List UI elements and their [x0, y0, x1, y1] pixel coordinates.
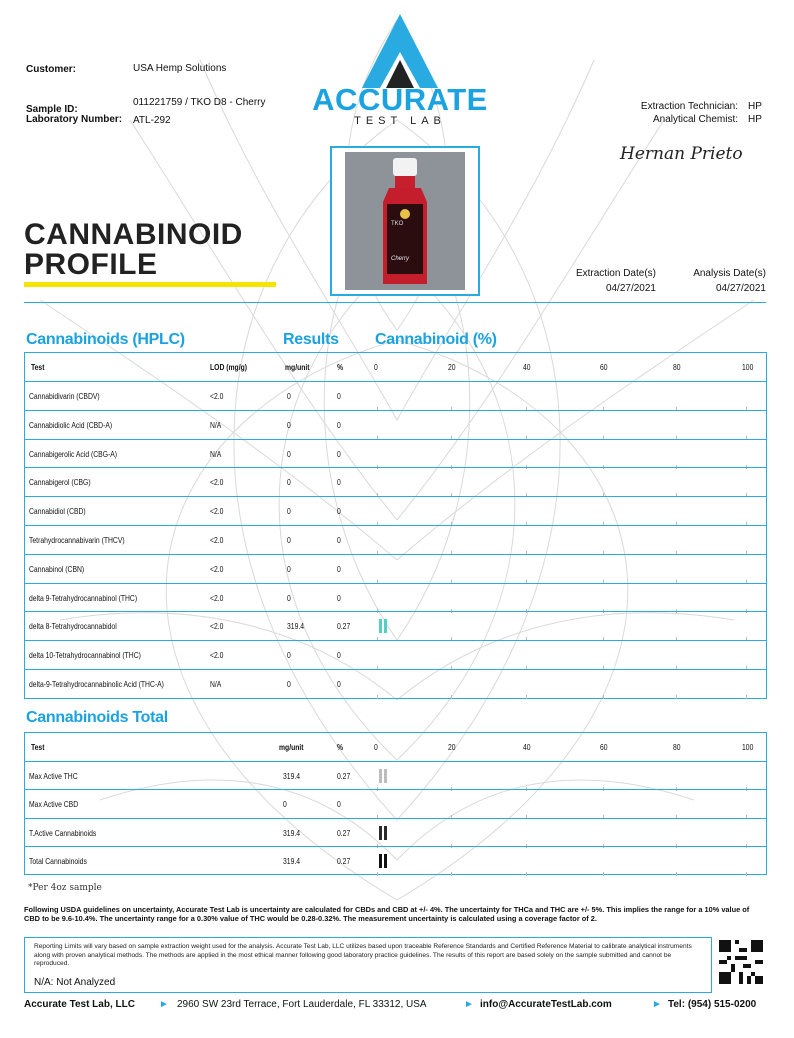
percent-bar [379, 619, 387, 633]
hplc-row [25, 410, 766, 440]
totals-scale-60: 60 [600, 743, 608, 752]
total-percent-bar [379, 854, 387, 868]
mg-unit-value: 0 [287, 680, 291, 689]
extraction-date-label: Extraction Date(s) [575, 268, 656, 279]
product-brand: TKO [391, 221, 404, 227]
cannabinoid-name: delta 9-Tetrahydrocannabinol (THC) [29, 593, 138, 603]
qr-code-icon[interactable] [719, 940, 763, 984]
hplc-row [25, 525, 766, 555]
footer-email[interactable]: info@AccurateTestLab.com [480, 999, 612, 1010]
scale-100: 100 [742, 363, 754, 372]
lab-number-label: Laboratory Number: [26, 114, 123, 125]
percent-value: 0 [337, 478, 341, 488]
percent-title: Cannabinoid (%) [375, 331, 497, 348]
chemist-label: Analytical Chemist: [652, 114, 738, 125]
lod-value: N/A [210, 420, 222, 430]
cannabinoid-name: delta 8-Tetrahydrocannabidol [29, 622, 117, 632]
extraction-tech-value: HP [748, 101, 762, 112]
lod-value: <2.0 [210, 651, 224, 661]
cannabinoid-name: Cannabidivarin (CBDV) [29, 392, 100, 401]
mg-unit-value: 0 [287, 392, 291, 401]
totals-scale-80: 80 [673, 743, 681, 752]
lod-value: <2.0 [210, 622, 224, 632]
uncertainty-note: Following USDA guidelines on uncertainty, Accurate Test Lab is uncertainty are calculated for CBDs and CBD at +/- 4%. The uncertainty for THCa and THC are +/- 5%. This implies the range for a 10% value of CBD to be 9.6-10.4%. The uncertainty range for a 0.30% value of THC would be 0.28-0.32%. The measurement uncertainty is calculated using a coverage factor of 2. [24, 905, 750, 923]
scale-tick [526, 872, 527, 876]
lod-value: <2.0 [210, 564, 224, 574]
mg-unit-value: 0 [287, 507, 291, 517]
lod-value: <2.0 [210, 593, 224, 603]
totals-scale-0: 0 [374, 743, 378, 752]
title-underline [24, 282, 276, 287]
scale-tick [603, 872, 604, 876]
totals-row [25, 789, 766, 819]
mg-unit-value: 0 [287, 478, 291, 488]
product-photo [330, 146, 480, 296]
customer-value: USA Hemp Solutions [133, 63, 227, 74]
lod-value: <2.0 [210, 478, 224, 488]
percent-value: 0 [337, 680, 341, 689]
reporting-note: Reporting Limits will vary based on sample extraction weight used for the analysis. Accurate Test Lab, LLC utilizes based upon traceable Reference Standards and Certified Reference Material to calibrate analytical instruments along with proven analytical methods. The methods are applied in the most ethical manner following good laboratory practice guidelines. The results of this report are based solely on the sample submitted and cannot be reproduced. [34, 943, 692, 968]
scale-tick [746, 872, 747, 876]
cannabinoid-name: delta 10-Tetrahydrocannabinol (THC) [29, 651, 141, 661]
totals-section-title: Cannabinoids Total [26, 709, 168, 726]
na-note: N/A: Not Analyzed [34, 977, 116, 988]
customer-label: Customer: [26, 64, 77, 75]
col-lod: LOD (mg/g) [210, 363, 248, 372]
percent-value: 0 [337, 449, 341, 459]
page-title-line2: PROFILE [24, 248, 158, 281]
lod-value: <2.0 [210, 507, 224, 517]
footer [24, 999, 769, 1015]
scale-tick [377, 695, 378, 699]
cannabinoid-name: Cannabidiol (CBD) [29, 507, 86, 517]
hplc-section-title: Cannabinoids (HPLC) [26, 331, 185, 348]
extraction-date-value: 04/27/2021 [605, 283, 656, 294]
footer-separator-icon: ► [652, 999, 662, 1010]
hplc-row [25, 496, 766, 526]
logo-wordmark: ACCURATE [312, 82, 488, 117]
lab-number-value: ATL-292 [133, 115, 171, 126]
scale-20: 20 [448, 363, 456, 372]
scale-tick [603, 695, 604, 699]
sample-id-value: 011221759 / TKO D8 - Cherry [133, 97, 266, 108]
hplc-row [25, 640, 766, 670]
cannabinoid-name: Cannabigerolic Acid (CBG-A) [29, 449, 118, 459]
hplc-row [25, 611, 766, 641]
totals-scale-100: 100 [742, 743, 754, 752]
total-percent-bar [379, 826, 387, 840]
scale-tick [526, 695, 527, 699]
percent-value: 0 [337, 536, 341, 545]
total-name: Max Active THC [29, 772, 78, 781]
col-mg-unit: mg/unit [285, 363, 310, 372]
cannabinoid-name: Cannabinol (CBN) [29, 564, 85, 574]
page-title-line1: CANNABINOID [24, 218, 243, 251]
scale-60: 60 [600, 363, 608, 372]
footer-company: Accurate Test Lab, LLC [24, 999, 135, 1010]
hplc-table-header [25, 353, 766, 381]
totals-table [24, 732, 767, 875]
totals-scale-20: 20 [448, 743, 456, 752]
percent-value: 0.27 [337, 622, 351, 632]
company-logo [312, 12, 488, 130]
totals-col-test: Test [31, 743, 45, 752]
percent-value: 0 [337, 593, 341, 603]
totals-row [25, 818, 766, 848]
total-name: T.Active Cannabinoids [29, 828, 97, 838]
bottle-icon [345, 152, 465, 290]
mg-unit-value: 0 [287, 420, 291, 430]
chemist-value: HP [748, 114, 762, 125]
lod-value: <2.0 [210, 536, 224, 545]
scale-0: 0 [374, 363, 378, 372]
hplc-row [25, 554, 766, 584]
analysis-date-value: 04/27/2021 [715, 283, 766, 294]
percent-value: 0 [337, 392, 341, 401]
hplc-row [25, 669, 766, 699]
scale-tick [377, 872, 378, 876]
mg-unit-value: 0 [287, 449, 291, 459]
total-name: Total Cannabinoids [29, 856, 87, 866]
mg-unit-value: 0 [287, 536, 291, 545]
total-mg-unit-value: 319.4 [283, 772, 301, 781]
percent-value: 0 [337, 651, 341, 661]
percent-value: 0 [337, 507, 341, 517]
percent-value: 0 [337, 564, 341, 574]
totals-row [25, 761, 766, 791]
scale-tick [676, 872, 677, 876]
scale-40: 40 [523, 363, 531, 372]
cannabinoid-name: delta-9-Tetrahydrocannabinolic Acid (THC-A) [29, 680, 164, 689]
hplc-row [25, 439, 766, 469]
total-percent-value: 0 [337, 800, 341, 810]
total-percent-value: 0.27 [337, 828, 351, 838]
col-percent: % [337, 363, 344, 372]
analysis-date-label: Analysis Date(s) [693, 268, 766, 279]
scale-tick [451, 872, 452, 876]
hplc-table [24, 352, 767, 699]
sample-id-label: Sample ID: [26, 104, 78, 115]
hplc-row [25, 467, 766, 497]
totals-scale-40: 40 [523, 743, 531, 752]
lod-value: N/A [210, 680, 222, 689]
totals-col-percent: % [337, 743, 344, 752]
scale-80: 80 [673, 363, 681, 372]
reporting-box [24, 937, 712, 993]
extraction-tech-label: Extraction Technician: [640, 101, 738, 112]
per-sample-note: *Per 4oz sample [28, 883, 102, 893]
mg-unit-value: 0 [287, 564, 291, 574]
footer-separator-icon: ► [464, 999, 474, 1010]
header-divider [24, 302, 766, 303]
total-mg-unit-value: 319.4 [283, 856, 301, 866]
total-mg-unit-value: 319.4 [283, 828, 301, 838]
results-title: Results [283, 331, 339, 348]
logo-subtitle: TEST LAB [354, 115, 446, 127]
scale-tick [676, 695, 677, 699]
total-percent-value: 0.27 [337, 772, 351, 781]
cannabinoid-name: Cannabigerol (CBG) [29, 478, 91, 488]
cannabinoid-name: Tetrahydrocannabivarin (THCV) [29, 536, 125, 545]
logo-mountain-icon [312, 12, 488, 92]
total-percent-value: 0.27 [337, 856, 351, 866]
col-test: Test [31, 363, 45, 372]
product-flavor: Cherry [391, 256, 410, 262]
total-percent-bar [379, 769, 387, 783]
mg-unit-value: 0 [287, 593, 291, 603]
cannabinoid-name: Cannabidiolic Acid (CBD-A) [29, 420, 113, 430]
hplc-row [25, 381, 766, 411]
signature: Hernan Prieto [620, 144, 743, 164]
totals-col-mg-unit: mg/unit [279, 743, 304, 752]
footer-separator-icon: ► [159, 999, 169, 1010]
scale-tick [451, 695, 452, 699]
hplc-row [25, 583, 766, 613]
totals-row [25, 846, 766, 876]
mg-unit-value: 0 [287, 651, 291, 661]
total-name: Max Active CBD [29, 800, 79, 810]
total-mg-unit-value: 0 [283, 800, 287, 810]
lod-value: <2.0 [210, 392, 224, 401]
totals-table-header [25, 733, 766, 761]
percent-value: 0 [337, 420, 341, 430]
footer-address: 2960 SW 23rd Terrace, Fort Lauderdale, FL 33312, USA [177, 999, 427, 1010]
lod-value: N/A [210, 449, 222, 459]
footer-phone: Tel: (954) 515-0200 [668, 999, 757, 1010]
scale-tick [746, 695, 747, 699]
mg-unit-value: 319.4 [287, 622, 305, 632]
